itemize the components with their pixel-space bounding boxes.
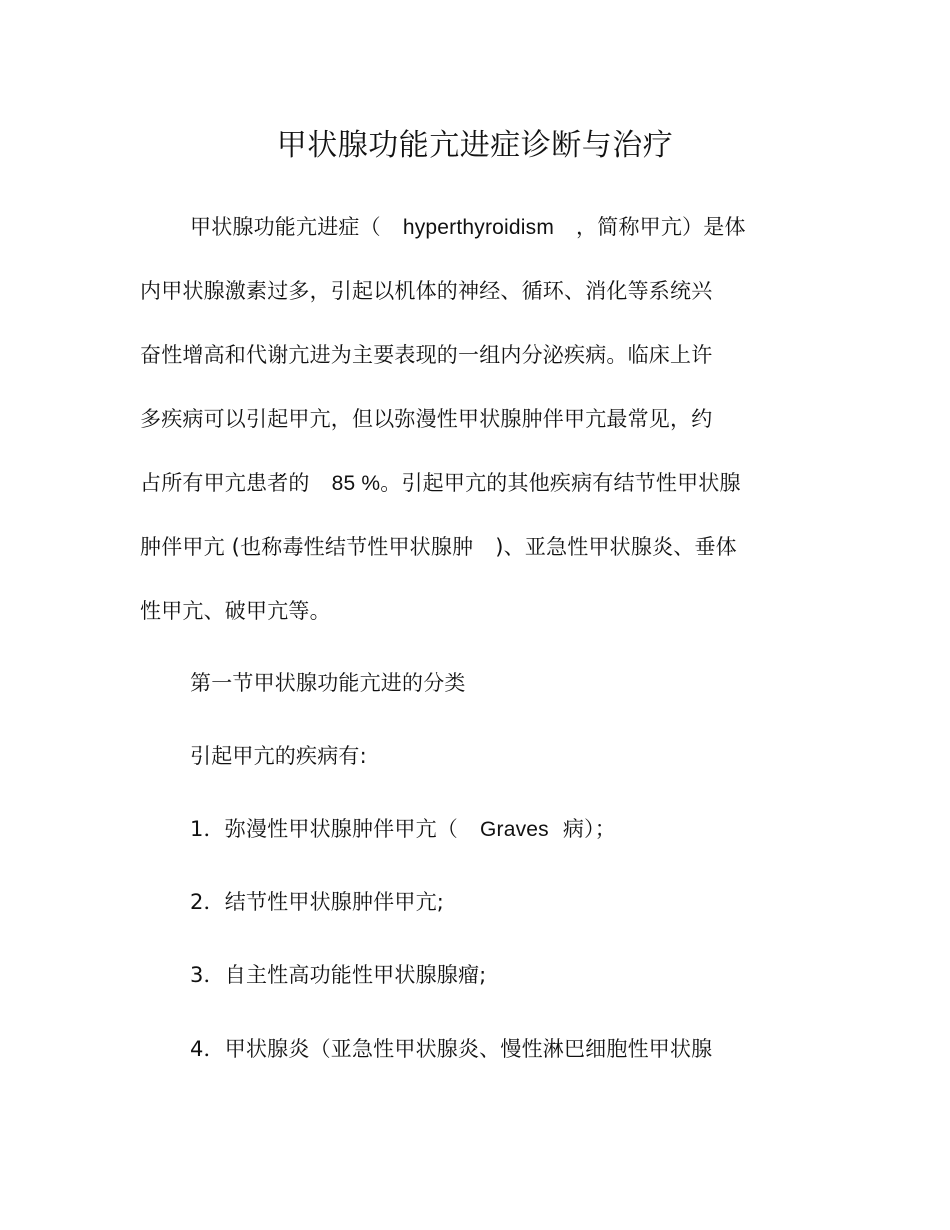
intro-line-3: 奋性增高和代谢亢进为主要表现的一组内分泌疾病。临床上许 — [140, 343, 713, 367]
intro-line-5-end: 。引起甲亢的其他疾病有结节性甲状腺 — [380, 471, 741, 495]
intro-line-2: 内甲状腺激素过多，引起以机体的神经、循环、消化等系统兴 — [140, 279, 713, 303]
intro-line-1-start: 甲状腺功能亢进症（ — [190, 215, 381, 239]
list-item-1-number: 1． — [190, 817, 225, 841]
section-lead: 引起甲亢的疾病有: — [190, 744, 367, 768]
intro-line-6-start: 肿伴甲亢 (也称毒性结节性甲状腺肿 — [140, 535, 474, 559]
list-item-2 — [190, 887, 444, 917]
list-item-1-end: 病）； — [562, 817, 616, 841]
intro-line-6 — [140, 532, 737, 562]
intro-line-1-end: ，简称甲亢）是体 — [576, 215, 746, 239]
list-item-4-text: 甲状腺炎（亚急性甲状腺炎、慢性淋巴细胞性甲状腺 — [224, 1037, 713, 1061]
list-item-4-number: 4． — [190, 1037, 225, 1061]
intro-line-4: 多疾病可以引起甲亢，但以弥漫性甲状腺肿伴甲亢最常见，约 — [140, 407, 713, 431]
section-heading: 第一节甲状腺功能亢进的分类 — [190, 671, 466, 695]
term-hyperthyroidism: hyperthyroidism — [402, 216, 555, 239]
document-title: 甲状腺功能亢进症诊断与治疗 — [276, 128, 674, 163]
list-item-3 — [190, 960, 486, 990]
list-item-3-text: 自主性高功能性甲状腺腺瘤; — [224, 963, 487, 987]
intro-line-1 — [190, 212, 746, 243]
list-item-3-number: 3． — [190, 963, 225, 987]
intro-line-6-end: )、亚急性甲状腺炎、垂体 — [495, 535, 737, 559]
list-item-1-start: 弥漫性甲状腺肿伴甲亢（ — [224, 817, 458, 841]
list-item-2-number: 2． — [190, 890, 225, 914]
term-graves: Graves — [479, 818, 549, 841]
intro-line-5-start: 占所有甲亢患者的 — [140, 471, 310, 495]
percentage-value: 85 % — [331, 472, 381, 495]
intro-line-5 — [140, 468, 741, 499]
list-item-2-text: 结节性甲状腺肿伴甲亢; — [224, 890, 445, 914]
intro-line-7: 性甲亢、破甲亢等。 — [140, 599, 331, 623]
list-item-4 — [190, 1034, 712, 1064]
list-item-1 — [190, 814, 616, 845]
